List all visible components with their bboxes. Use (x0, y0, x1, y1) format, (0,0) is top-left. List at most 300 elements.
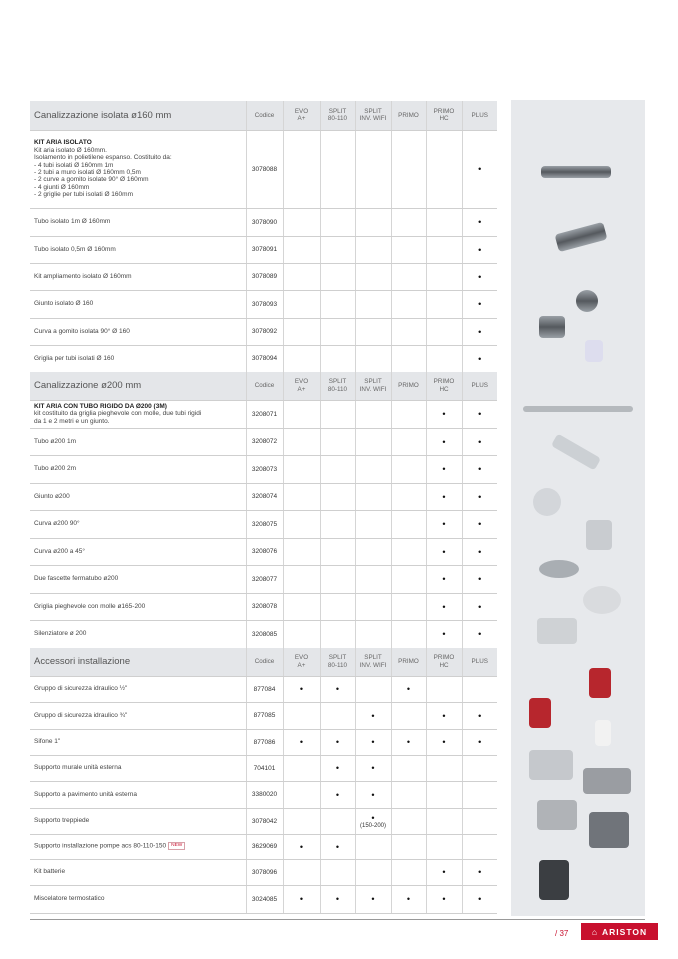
compatibility-cell (426, 834, 462, 859)
column-header-line: PLUS (471, 111, 488, 119)
product-code: 3024085 (246, 885, 283, 913)
compatibility-cell (391, 236, 426, 263)
product-description (30, 510, 246, 538)
compatibility-cell (283, 808, 320, 834)
compatibility-cell (320, 400, 355, 428)
stand-image (589, 812, 629, 848)
compatibility-cell (355, 428, 391, 455)
compatibility-cell (391, 702, 426, 729)
column-header (426, 372, 462, 400)
product-code: 3208075 (246, 510, 283, 538)
product-detail-line: - 2 tubi a muro isolati Ø 160mm 0,5m (34, 169, 141, 176)
product-description (30, 236, 246, 263)
compatibility-cell (426, 729, 462, 755)
compatibility-cell (320, 885, 355, 913)
compatibility-cell (426, 510, 462, 538)
compatibility-cell (462, 208, 497, 236)
column-header-line: PRIMO (398, 111, 419, 119)
column-header-line: SPLIT (328, 378, 347, 386)
product-code: 704101 (246, 755, 283, 781)
product-name: Griglia pieghevole con molle ø165-200 (34, 602, 146, 610)
column-header-line: A+ (297, 115, 306, 123)
compatible-dot-icon: • (335, 763, 340, 773)
column-header-line: HC (439, 661, 449, 669)
product-description (30, 345, 246, 372)
compatibility-cell (355, 455, 391, 483)
product-code: 3078092 (246, 318, 283, 345)
product-name: Curva ø200 90° (34, 520, 80, 528)
compatibility-cell (283, 755, 320, 781)
compatible-dot-icon: • (478, 244, 482, 255)
compatibility-cell (283, 620, 320, 648)
section-title: Canalizzazione ø200 mm (30, 372, 246, 400)
compatibility-cell (320, 318, 355, 345)
compatibility-cell (355, 565, 391, 593)
compatibility-cell (391, 859, 426, 885)
compatible-dot-icon: • (478, 601, 482, 612)
table-row (30, 755, 497, 781)
compatibility-cell (283, 400, 320, 428)
column-header-line: PRIMO (433, 654, 455, 662)
compatible-dot-icon: • (478, 164, 482, 174)
compatible-dot-icon: • (371, 789, 375, 800)
compatibility-cell (391, 885, 426, 913)
column-header-line: SPLIT (364, 654, 382, 662)
compatibility-cell (355, 236, 391, 263)
compatibility-cell (426, 538, 462, 565)
compatibility-cell (355, 318, 391, 345)
compatible-dot-icon: • (371, 710, 375, 721)
compatibility-cell (283, 702, 320, 729)
product-images-panel (511, 100, 645, 916)
compatibility-cell (320, 808, 355, 834)
product-description (30, 755, 246, 781)
table-row (30, 428, 497, 455)
product-description (30, 702, 246, 729)
new-badge: NEW (168, 842, 185, 850)
compatibility-cell (462, 755, 497, 781)
compatibility-cell (283, 538, 320, 565)
compatibility-cell (462, 834, 497, 859)
compatible-dot-icon: • (299, 684, 304, 694)
compatibility-cell (426, 676, 462, 702)
product-name: Tubo isolato 1m Ø 160mm (34, 218, 111, 226)
compatibility-cell (462, 236, 497, 263)
product-code: 3208077 (246, 565, 283, 593)
product-name: Supporto a pavimento unità esterna (34, 790, 137, 798)
compatibility-cell (462, 345, 497, 372)
compatibility-cell (426, 781, 462, 808)
compatibility-cell (462, 676, 497, 702)
tubes-image (551, 433, 601, 470)
product-description (30, 781, 246, 808)
column-header-line: Codice (254, 658, 275, 665)
compatibility-cell (426, 755, 462, 781)
column-header (283, 372, 320, 400)
compatibility-cell (462, 455, 497, 483)
column-header-line: 80-110 (327, 385, 348, 393)
column-header (320, 101, 355, 130)
compatible-dot-icon: • (335, 684, 340, 694)
product-name: Gruppo di sicurezza idraulico ¾" (34, 711, 128, 719)
compatibility-cell (426, 236, 462, 263)
compatibility-cell (462, 593, 497, 620)
product-name: Griglia per tubi isolati Ø 160 (34, 354, 115, 362)
compatibility-cell (462, 781, 497, 808)
compatibility-cell (283, 885, 320, 913)
compatibility-cell (391, 208, 426, 236)
table-row (30, 510, 497, 538)
product-code: 3078091 (246, 236, 283, 263)
column-header (391, 648, 426, 676)
curve-image (586, 520, 612, 550)
compatibility-cell (355, 510, 391, 538)
compatible-dot-icon: • (406, 894, 411, 904)
product-name: Tubo isolato 0,5m Ø 160mm (34, 245, 116, 253)
compatibility-cell (391, 318, 426, 345)
product-detail-line: da 1 e 2 metri e un giunto. (34, 417, 110, 425)
product-description (30, 208, 246, 236)
compatible-dot-icon: • (442, 894, 446, 904)
product-description (30, 565, 246, 593)
product-code: 3380020 (246, 781, 283, 808)
product-detail-line: Isolamento in polietilene espanso. Costituito da: (34, 154, 172, 162)
wall-bracket-image (529, 750, 573, 780)
product-detail-line: Kit aria isolato Ø 160mm. (34, 146, 107, 154)
compatibility-cell (391, 130, 426, 208)
product-name: Supporto murale unità esterna (34, 764, 122, 772)
compatibility-cell (462, 130, 497, 208)
compatibility-cell (391, 510, 426, 538)
compatible-dot-icon: • (335, 789, 340, 800)
compatibility-cell (320, 593, 355, 620)
compatibility-cell (320, 538, 355, 565)
compatibility-cell (426, 702, 462, 729)
compatibility-cell (391, 620, 426, 648)
column-header-line: SPLIT (328, 107, 347, 115)
compatibility-cell (462, 400, 497, 428)
column-header-line: PRIMO (433, 378, 455, 386)
product-description (30, 885, 246, 913)
compatibility-cell (391, 676, 426, 702)
compatibility-cell (355, 729, 391, 755)
compatibility-cell (355, 620, 391, 648)
ariston-logo (581, 923, 658, 940)
compatibility-cell (426, 885, 462, 913)
compatibility-cell (283, 859, 320, 885)
compatibility-cell (391, 729, 426, 755)
product-code: 877086 (246, 729, 283, 755)
table-row (30, 885, 497, 913)
product-description (30, 428, 246, 455)
compatible-dot-icon: • (478, 519, 482, 529)
compatibility-cell (283, 565, 320, 593)
table-row (30, 859, 497, 885)
compatibility-cell (320, 702, 355, 729)
compatible-dot-icon: • (371, 737, 375, 747)
compatibility-cell (320, 620, 355, 648)
compatibility-cell (283, 834, 320, 859)
column-header (283, 648, 320, 676)
compatible-dot-icon: • (442, 409, 446, 419)
product-name: Silenziatore ø 200 (34, 630, 87, 638)
compatibility-cell (426, 620, 462, 648)
section-table (30, 101, 497, 373)
table-row (30, 565, 497, 593)
product-description (30, 318, 246, 345)
compatible-dot-icon: • (371, 763, 375, 773)
compatibility-cell (283, 428, 320, 455)
compatibility-cell (283, 483, 320, 510)
product-detail-line: kit costituito da griglia pieghevole con molle, due tubi rigidi (34, 410, 202, 418)
product-code: 3208073 (246, 455, 283, 483)
compatibility-cell (462, 808, 497, 834)
silencer-image (537, 618, 577, 644)
table-row (30, 400, 497, 428)
compatibility-cell (283, 263, 320, 290)
product-name: Kit batterie (34, 868, 66, 876)
compatible-dot-icon: • (478, 299, 482, 309)
compatibility-cell (283, 345, 320, 372)
compatibility-cell (355, 859, 391, 885)
product-code: 3078042 (246, 808, 283, 834)
section-table (30, 372, 497, 649)
column-header (246, 648, 283, 676)
column-header-line: SPLIT (364, 378, 382, 386)
product-code: 3629069 (246, 834, 283, 859)
column-header (320, 648, 355, 676)
product-description (30, 620, 246, 648)
column-header-line: INV. WIFI (359, 385, 387, 393)
product-description (30, 834, 246, 859)
compatibility-cell (462, 510, 497, 538)
product-code: 3078089 (246, 263, 283, 290)
product-name: Kit ampliamento isolato Ø 160mm (34, 272, 132, 280)
product-description (30, 263, 246, 290)
product-code: 3078096 (246, 859, 283, 885)
compatibility-cell (391, 400, 426, 428)
table-row (30, 290, 497, 318)
compatible-dot-icon: • (442, 574, 446, 584)
compatible-dot-icon: • (478, 464, 482, 474)
compatibility-cell (320, 729, 355, 755)
compatibility-cell (355, 263, 391, 290)
compatible-dot-icon: • (478, 737, 482, 747)
section-title: Accessori installazione (30, 648, 246, 676)
compatible-dot-icon: • (371, 813, 375, 823)
grille-image (585, 340, 603, 362)
brand-name: ARISTON (602, 926, 648, 937)
table-row (30, 808, 497, 834)
product-description (30, 676, 246, 702)
table-row (30, 538, 497, 565)
product-name: Giunto isolato Ø 160 (34, 300, 94, 308)
compatibility-cell (391, 834, 426, 859)
product-name: Curva ø200 a 45° (34, 547, 86, 555)
product-description (30, 538, 246, 565)
product-code: 3078094 (246, 345, 283, 372)
product-detail-line: - 2 griglie per tubi isolati Ø 160mm (34, 191, 133, 199)
compatibility-cell (283, 236, 320, 263)
column-header (426, 101, 462, 130)
product-code: 3208071 (246, 400, 283, 428)
compatibility-cell (462, 483, 497, 510)
compatible-dot-icon: • (335, 894, 340, 904)
product-detail-line: - 2 curve a gomito isolate 90° Ø 160mm (34, 176, 149, 184)
compatibility-cell (355, 676, 391, 702)
column-header (355, 101, 391, 130)
column-header-line: INV. WIFI (359, 661, 387, 669)
folding-grille-image (583, 586, 621, 614)
compatibility-cell (462, 318, 497, 345)
table-row (30, 345, 497, 372)
compatible-dot-icon: • (478, 546, 482, 557)
compatible-dot-icon: • (442, 867, 446, 877)
compatibility-cell (426, 345, 462, 372)
product-description (30, 593, 246, 620)
compatibility-cell (355, 755, 391, 781)
compatibility-cell (391, 755, 426, 781)
compatibility-cell (426, 263, 462, 290)
compatibility-cell (320, 834, 355, 859)
column-header-line: EVO (294, 107, 309, 115)
product-code: 3208072 (246, 428, 283, 455)
compatible-dot-icon: • (299, 737, 304, 747)
compatibility-cell (355, 808, 391, 834)
compatible-dot-icon: • (442, 546, 446, 557)
product-description (30, 808, 246, 834)
compatible-dot-icon: • (442, 436, 446, 447)
compatible-dot-icon: • (335, 737, 340, 747)
product-name: Tubo ø200 2m (34, 465, 77, 473)
compatibility-cell (320, 130, 355, 208)
compatibility-cell (320, 345, 355, 372)
compatible-dot-icon: • (478, 629, 482, 639)
product-description (30, 483, 246, 510)
compatibility-cell (426, 483, 462, 510)
compatibility-cell (426, 455, 462, 483)
compatibility-cell (391, 538, 426, 565)
compatibility-cell (426, 808, 462, 834)
table-row (30, 130, 497, 208)
compatibility-cell (426, 859, 462, 885)
column-header-line: Codice (254, 111, 275, 119)
tripod-image (537, 800, 577, 830)
column-header-line: SPLIT (364, 107, 382, 115)
table-row (30, 483, 497, 510)
compatibility-cell (462, 263, 497, 290)
column-header (355, 648, 391, 676)
safety-group-image (589, 668, 611, 698)
compatibility-cell (355, 345, 391, 372)
compatibility-cell (283, 455, 320, 483)
compatible-dot-icon: • (478, 409, 482, 419)
compatibility-cell (320, 676, 355, 702)
product-code: 3078093 (246, 290, 283, 318)
product-name: Giunto ø200 (34, 492, 70, 500)
column-header (355, 372, 391, 400)
compatibility-cell (426, 565, 462, 593)
compatible-dot-icon: • (442, 710, 446, 721)
section-title: Canalizzazione isolata ø160 mm (30, 101, 246, 130)
table-row (30, 676, 497, 702)
compatible-dot-icon: • (442, 737, 446, 747)
compatibility-cell (391, 428, 426, 455)
compatible-dot-icon: • (478, 867, 482, 877)
table-row (30, 834, 497, 859)
column-header-line: EVO (294, 378, 309, 386)
product-name: Supporto installazione pompe acs 80-110-150 (34, 843, 167, 851)
column-header-line: PRIMO (398, 382, 419, 389)
siphon-image (595, 720, 611, 746)
compatibility-cell (426, 208, 462, 236)
compatibility-cell (320, 755, 355, 781)
column-header-line: PLUS (471, 658, 488, 665)
compatible-dot-icon: • (442, 491, 446, 502)
column-header (462, 372, 497, 400)
product-description (30, 729, 246, 755)
column-header (246, 372, 283, 400)
compatible-dot-icon: • (299, 841, 304, 852)
product-description (30, 290, 246, 318)
product-code: 877084 (246, 676, 283, 702)
page-number: / 37 (555, 929, 569, 938)
joint-image (576, 290, 598, 312)
compatibility-cell (462, 290, 497, 318)
compatible-dot-icon: • (442, 629, 446, 639)
product-code: 3208076 (246, 538, 283, 565)
compatible-dot-icon: • (478, 710, 482, 721)
product-name: Sifone 1" (34, 738, 61, 746)
product-name: Due fascette fermatubo ø200 (34, 575, 119, 583)
section-table (30, 648, 497, 914)
compatibility-cell (320, 263, 355, 290)
compatible-dot-icon: • (478, 271, 482, 282)
compatibility-cell (391, 290, 426, 318)
column-header-line: 80-110 (327, 661, 348, 669)
column-header-line: PRIMO (398, 658, 419, 665)
compatibility-cell (355, 702, 391, 729)
compatibility-cell (391, 483, 426, 510)
table-row (30, 236, 497, 263)
compatibility-cell (355, 130, 391, 208)
tube-image (555, 222, 608, 252)
product-description (30, 859, 246, 885)
compatibility-cell (320, 455, 355, 483)
compatibility-cell (320, 428, 355, 455)
ring-image (533, 488, 561, 516)
compatibility-cell (391, 565, 426, 593)
column-header-line: PRIMO (433, 107, 455, 115)
compatibility-cell (283, 676, 320, 702)
product-code: 3078088 (246, 130, 283, 208)
clamp-image (539, 560, 579, 578)
compatibility-cell (283, 729, 320, 755)
compatibility-cell (355, 208, 391, 236)
product-name: Supporto treppiede (34, 817, 90, 825)
compatible-dot-icon: • (442, 464, 446, 474)
column-header (426, 648, 462, 676)
column-header-line: HC (439, 385, 449, 393)
compatible-dot-icon: • (478, 574, 482, 584)
floor-support-image (583, 768, 631, 794)
compatibility-cell (462, 538, 497, 565)
product-name: Miscelatore termostatico (34, 895, 105, 903)
compatibility-cell (462, 729, 497, 755)
mixer-image (539, 860, 569, 900)
compatible-dot-icon: • (442, 601, 446, 612)
compatibility-cell (391, 808, 426, 834)
